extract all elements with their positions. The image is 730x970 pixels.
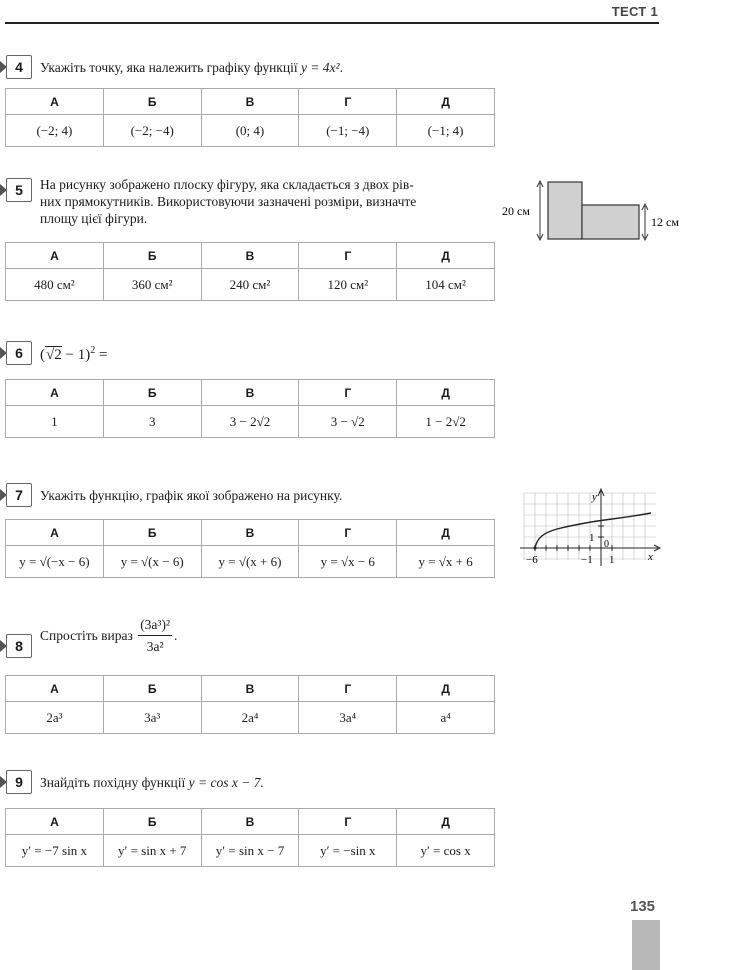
col-header-v: В xyxy=(201,89,299,115)
answer-cell[interactable]: 3a³ xyxy=(103,702,201,734)
answer-cell[interactable]: 3 − √2 xyxy=(299,406,397,438)
col-header-v: В xyxy=(201,676,299,702)
col-header-d: Д xyxy=(397,89,495,115)
answer-cell[interactable]: 3 xyxy=(103,406,201,438)
col-header-b: Б xyxy=(103,89,201,115)
question-9-number: 9 xyxy=(0,770,32,794)
answer-cell[interactable]: (−2; 4) xyxy=(6,115,104,147)
col-header-b: Б xyxy=(103,520,201,546)
question-4-number: 4 xyxy=(0,55,32,79)
tick-label-x1: 1 xyxy=(609,554,615,566)
answer-cell[interactable]: y = √x + 6 xyxy=(397,546,495,578)
col-header-a: А xyxy=(6,809,104,835)
wide-rectangle xyxy=(582,205,639,239)
col-header-g: Г xyxy=(299,89,397,115)
col-header-b: Б xyxy=(103,676,201,702)
origin-label: 0 xyxy=(604,539,609,550)
col-header-g: Г xyxy=(299,243,397,269)
col-header-b: Б xyxy=(103,380,201,406)
tick-label-neg1: −1 xyxy=(581,554,593,566)
question-7-text: Укажіть функцію, графік якої зображено на рисунку. xyxy=(40,488,343,503)
axis-ticks xyxy=(535,526,612,551)
answer-cell[interactable]: y = √(−x − 6) xyxy=(6,546,104,578)
question-6-number: 6 xyxy=(0,341,32,365)
answer-cell[interactable]: a⁴ xyxy=(397,702,495,734)
question-4-formula: y = 4x² xyxy=(300,60,340,75)
page-number: 135 xyxy=(630,898,656,915)
question-9-formula: y = cos x − 7. xyxy=(188,775,264,790)
question-9-answers xyxy=(5,808,495,867)
answer-cell[interactable]: (−1; 4) xyxy=(397,115,495,147)
question-4-text: Укажіть точку, яка належить графіку функції y = 4x². xyxy=(40,60,343,75)
question-5-text: На рисунку зображено плоску фігуру, яка складається з двох рів- них прямокутників. Використовуючи зазначені розміри, визначте площу цієї фігури. xyxy=(40,177,417,226)
question-6-answers xyxy=(5,379,495,438)
question-7-answers xyxy=(5,519,495,578)
header-rule xyxy=(5,22,659,24)
col-header-d: Д xyxy=(397,520,495,546)
tall-height-label: 20 см xyxy=(502,204,530,218)
tick-label-neg6: −6 xyxy=(526,554,538,566)
answer-cell[interactable]: y′ = −7 sin x xyxy=(6,835,104,867)
answer-cell[interactable]: 360 см² xyxy=(103,269,201,301)
col-header-v: В xyxy=(201,243,299,269)
answer-cell[interactable]: y = √x − 6 xyxy=(299,546,397,578)
answer-cell[interactable]: 240 см² xyxy=(201,269,299,301)
question-6-expression: $(√2 - 1)^2$ = xyxy=(40,345,108,363)
curve-start-point xyxy=(533,546,536,549)
question-5-answers xyxy=(5,242,495,301)
test-label: ТЕСТ 1 xyxy=(611,4,658,19)
answer-cell[interactable]: y′ = cos x xyxy=(397,835,495,867)
x-axis-label: x xyxy=(648,551,653,563)
answer-cell[interactable]: 3a⁴ xyxy=(299,702,397,734)
answer-cell[interactable]: y′ = sin x + 7 xyxy=(103,835,201,867)
col-header-g: Г xyxy=(299,520,397,546)
answer-cell[interactable]: y′ = −sin x xyxy=(299,835,397,867)
answer-cell[interactable]: 1 xyxy=(6,406,104,438)
answer-cell[interactable]: 104 см² xyxy=(397,269,495,301)
answer-cell[interactable]: y = √(x − 6) xyxy=(103,546,201,578)
col-header-a: А xyxy=(6,243,104,269)
answer-cell[interactable]: 2a³ xyxy=(6,702,104,734)
question-5-number: 5 xyxy=(0,178,32,202)
answer-cell[interactable]: (0; 4) xyxy=(201,115,299,147)
question-8-text: Спростіть вираз $\frac{\text{(3a³)²}}{\text{3a²}}$ . xyxy=(40,617,178,654)
col-header-d: Д xyxy=(397,243,495,269)
question-8-answers xyxy=(5,675,495,734)
tall-rectangle xyxy=(548,182,582,239)
col-header-v: В xyxy=(201,809,299,835)
col-header-g: Г xyxy=(299,380,397,406)
answer-cell[interactable]: 3 − 2√2 xyxy=(201,406,299,438)
col-header-b: Б xyxy=(103,809,201,835)
question-8-fraction: $\frac{\text{(3a³)²}}{\text{3a²}}$ xyxy=(140,617,171,654)
col-header-a: А xyxy=(6,89,104,115)
col-header-a: А xyxy=(6,520,104,546)
answer-cell[interactable]: y = √(x + 6) xyxy=(201,546,299,578)
col-header-d: Д xyxy=(397,809,495,835)
answer-cell[interactable]: (−1; −4) xyxy=(299,115,397,147)
answer-cell[interactable]: (−2; −4) xyxy=(103,115,201,147)
answer-cell[interactable]: 480 см² xyxy=(6,269,104,301)
question-8-number: 8 xyxy=(0,634,32,658)
answer-cell[interactable]: 1 − 2√2 xyxy=(397,406,495,438)
tick-label-y1: 1 xyxy=(589,532,595,544)
answer-cell[interactable]: y′ = sin x − 7 xyxy=(201,835,299,867)
col-header-v: В xyxy=(201,520,299,546)
answer-cell[interactable]: 2a⁴ xyxy=(201,702,299,734)
y-axis-label: y xyxy=(592,491,597,503)
col-header-g: Г xyxy=(299,809,397,835)
col-header-g: Г xyxy=(299,676,397,702)
col-header-d: Д xyxy=(397,676,495,702)
col-header-v: В xyxy=(201,380,299,406)
col-header-a: А xyxy=(6,676,104,702)
col-header-d: Д xyxy=(397,380,495,406)
question-7-number: 7 xyxy=(0,483,32,507)
col-header-b: Б xyxy=(103,243,201,269)
page-edge-bar xyxy=(632,920,660,970)
col-header-a: А xyxy=(6,380,104,406)
two-rectangles-figure xyxy=(500,174,690,246)
short-height-label: 12 см xyxy=(651,215,679,229)
question-9-text: Знайдіть похідну функції y = cos x − 7. xyxy=(40,775,264,790)
answer-cell[interactable]: 120 см² xyxy=(299,269,397,301)
sqrt-function-graph xyxy=(518,488,663,570)
question-4-answers xyxy=(5,88,495,147)
